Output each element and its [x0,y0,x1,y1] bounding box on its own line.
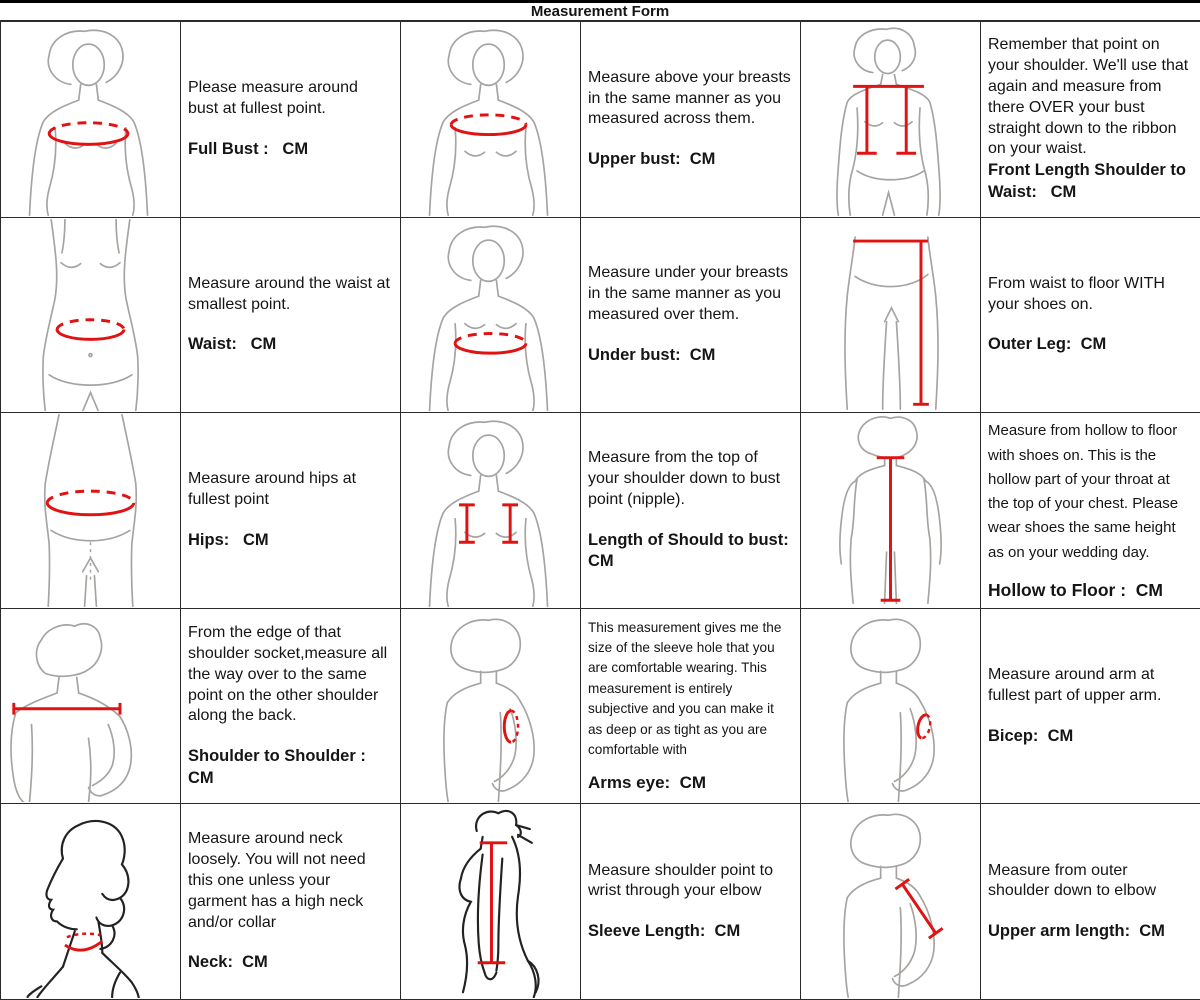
sleeve-length-label: Sleeve Length: CM [588,922,741,941]
arms-eye-cell [581,609,801,805]
figure-cell [1,218,181,414]
figure-cell [1,609,181,805]
figure-cell [401,218,581,414]
arms-eye-instructions: This measurement gives me the size of the sleeve hole that you are comfortable wearing. This measurement is entirely subjective and you can make it as deep or as tight as you are comfortable with [588,619,786,758]
front-length-cell [981,22,1200,218]
bicep-instructions: Measure around arm at fullest part of upper arm. [988,666,1162,704]
figure-cell [1,413,181,609]
front-length-instructions: Remember that point on your shoulder. We'll use that again and measure from there OVER your bust straight down to the ribbon on your waist. [988,36,1193,158]
figure-cell [401,413,581,609]
figure-cell [801,218,981,414]
sleeve-length-figure [402,805,579,998]
front-length-figure [802,23,979,216]
full-bust-instructions: Please measure around bust at fullest point. [188,79,363,118]
hollow-to-floor-figure [802,414,979,607]
upper-arm-length-instructions: Measure from outer shoulder down to elbow [988,861,1157,900]
figure-cell [801,804,981,1000]
upper-bust-cell [581,22,801,218]
upper-arm-length-figure [802,805,979,998]
hollow-to-floor-label: Hollow to Floor : CM [988,580,1163,600]
figure-cell [801,413,981,609]
hollow-to-floor-instructions: Measure from hollow to floor with shoes on. This is the hollow part of your throat at the top of your chest. Please wear shoes the same height as on your wedding day. [988,422,1183,561]
shoulder-to-bust-cell [581,413,801,609]
hips-cell [181,413,401,609]
neck-figure [2,805,179,998]
shoulder-to-bust-label: Length of Should to bust: CM [588,530,798,571]
hips-label: Hips: CM [188,531,269,550]
measurement-grid [0,22,1200,1000]
figure-cell [401,804,581,1000]
shoulder-to-shoulder-cell [181,609,401,805]
upper-bust-label: Upper bust: CM [588,150,716,169]
figure-cell [1,804,181,1000]
hollow-to-floor-cell [981,413,1200,609]
sleeve-length-cell [581,804,801,1000]
outer-leg-label: Outer Leg: CM [988,335,1107,354]
front-length-label: Front Length Shoulder to Waist: CM [988,161,1191,201]
upper-bust-figure [402,23,579,216]
bicep-figure [802,610,979,803]
arms-eye-label: Arms eye: CM [588,773,707,793]
neck-label: Neck: CM [188,953,268,972]
under-bust-cell [581,218,801,414]
bicep-label: Bicep: CM [988,726,1074,745]
neck-instructions: Measure around neck loosely. You will not need this one unless your garment has a high neck and/or collar [188,830,371,931]
outer-leg-figure [802,219,979,412]
figure-cell [1,22,181,218]
figure-cell [401,22,581,218]
arms-eye-figure [402,610,579,803]
full-bust-label: Full Bust : CM [188,139,309,158]
page-title: Measurement Form [0,0,1200,22]
shoulder-to-bust-figure [402,414,579,607]
outer-leg-instructions: From waist to floor WITH your shoes on. [988,274,1170,313]
outer-leg-cell [981,218,1200,414]
waist-figure [2,219,179,412]
shoulder-to-bust-instructions: Measure from the top of your shoulder down to bust point (nipple). [588,449,785,508]
under-bust-instructions: Measure under your breasts in the same manner as you measured over them. [588,264,793,324]
shoulder-to-shoulder-label: Shoulder to Shoulder : CM [188,747,371,787]
waist-instructions: Measure around the waist at smallest point. [188,274,395,313]
hips-instructions: Measure around hips at fullest point [188,470,361,509]
shoulder-to-shoulder-figure [2,610,179,803]
upper-bust-instructions: Measure above your breasts in the same manner as you measured across them. [588,68,796,128]
neck-cell [181,804,401,1000]
figure-cell [401,609,581,805]
upper-arm-length-label: Upper arm length: CM [988,922,1165,941]
full-bust-cell [181,22,401,218]
hips-figure [2,414,179,607]
under-bust-label: Under bust: CM [588,345,716,364]
figure-cell [801,22,981,218]
sleeve-length-instructions: Measure shoulder point to wrist through your elbow [588,861,778,900]
figure-cell [801,609,981,805]
upper-arm-length-cell [981,804,1200,1000]
bicep-cell [981,609,1200,805]
waist-label: Waist: CM [188,335,277,354]
waist-cell [181,218,401,414]
under-bust-figure [402,219,579,412]
shoulder-to-shoulder-instructions: From the edge of that shoulder socket,measure all the way over to the same point on the other shoulder along the back. [188,624,392,725]
full-bust-figure [2,23,179,216]
